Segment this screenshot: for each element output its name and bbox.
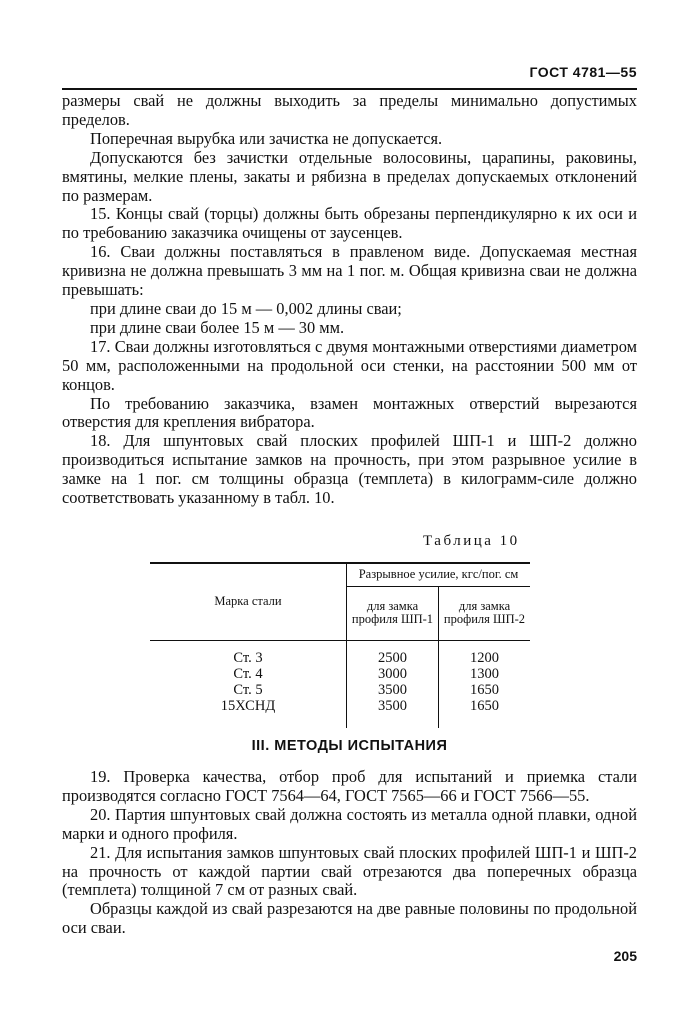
paragraph-vibrator-holes: По требованию заказчика, взамен монтажных отверстий вырезаются отверстия для крепления вибратора. bbox=[62, 393, 637, 432]
header-rule bbox=[62, 88, 637, 90]
curvature-limit-short: при длине сваи до 15 м — 0,002 длины сваи; bbox=[90, 298, 402, 318]
table-rule-top bbox=[150, 562, 530, 564]
paragraph-20: 20. Партия шпунтовых свай должна состоять из металла одной плавки, одной марки и одного профиля. bbox=[62, 804, 637, 843]
paragraph-no-cross-cut: Поперечная вырубка или зачистка не допускается. bbox=[90, 128, 443, 148]
paragraph-continuation: размеры свай не должны выходить за пределы минимально допустимых пределов. bbox=[62, 91, 637, 129]
table-col-grades: Ст. 3 Ст. 4 Ст. 5 15ХСНД bbox=[220, 650, 276, 714]
table-10 bbox=[150, 562, 530, 728]
table-col-shp2: 1200 1300 1650 1650 bbox=[470, 650, 499, 714]
paragraph-17: 17. Сваи должны изготовляться с двумя монтажными отверстиями диаметром 50 мм, расположенными на продольной оси стенки, на расстоянии 500 мм от концов. bbox=[62, 336, 637, 394]
section-3-text bbox=[62, 768, 637, 938]
paragraph-21: 21. Для испытания замков шпунтовых свай плоских профилей ШП-1 и ШП-2 на прочность от каждой партии свай отрезаются два поперечных образца (темплета) толщиной 7 см от разных свай. bbox=[62, 842, 637, 900]
table-header-grade: Марка стали bbox=[214, 594, 282, 608]
paragraph-16: 16. Сваи должны поставляться в правленом виде. Допускаемая местная кривизна не должна превышать 3 мм на 1 пог. м. Общая кривизна сваи не должна превышать: bbox=[62, 242, 637, 300]
page-number: 205 bbox=[613, 948, 637, 964]
section-1-text bbox=[62, 92, 637, 508]
page-header-standard: ГОСТ 4781—55 bbox=[529, 64, 637, 80]
paragraph-samples: Образцы каждой из свай разрезаются на две равные половины по продольной оси сваи. bbox=[62, 899, 637, 938]
table-header-shp2: для замка профиля ШП-2 bbox=[443, 599, 526, 626]
table-header-shp1: для замка профиля ШП-1 bbox=[351, 599, 434, 626]
table-header-breaking-force: Разрывное усилие, кгс/пог. см bbox=[358, 567, 519, 581]
paragraph-15: 15. Концы свай (торцы) должны быть обрезаны перпендикулярно к их оси и по требованию заказчика очищены от заусенцев. bbox=[62, 204, 637, 243]
paragraph-allowed-defects: Допускаются без зачистки отдельные волосовины, царапины, раковины, вмятины, мелкие плены, закаты и рябизна в пределах допускаемых отклонений по размерам. bbox=[62, 147, 637, 205]
paragraph-18: 18. Для шпунтовых свай плоских профилей ШП-1 и ШП-2 должно производиться испытание замков на прочность, при этом разрывное усилие в замке на 1 пог. см толщины образца (темплета) в килограмм-силе должно соответствовать указанному в табл. 10. bbox=[62, 431, 637, 508]
table-col-shp1: 2500 3000 3500 3500 bbox=[378, 650, 407, 714]
table-rule-header-bottom bbox=[150, 640, 530, 641]
paragraph-19: 19. Проверка качества, отбор проб для испытаний и приемка стали производятся согласно ГОСТ 7564—64, ГОСТ 7565—66 и ГОСТ 7566—55. bbox=[62, 767, 637, 805]
table-caption: Таблица 10 bbox=[423, 533, 520, 549]
curvature-limit-long: при длине сваи более 15 м — 30 мм. bbox=[90, 317, 345, 337]
section-title: III. МЕТОДЫ ИСПЫТАНИЯ bbox=[251, 738, 448, 754]
